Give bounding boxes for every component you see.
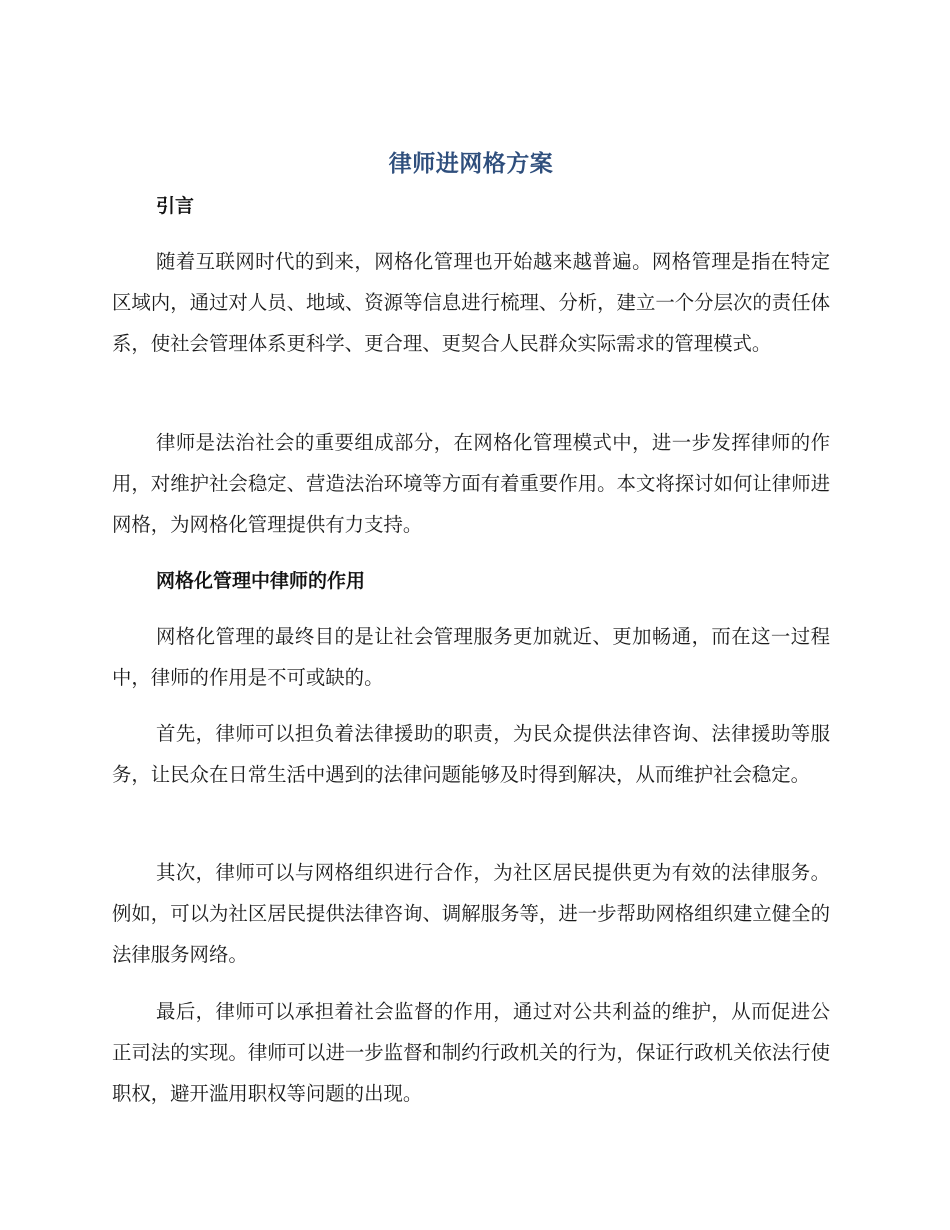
- section-heading-lawyer-role: 网格化管理中律师的作用: [156, 570, 366, 592]
- paragraph-role-4: 最后，律师可以承担着社会监督的作用，通过对公共利益的维护，从而促进公正司法的实现。律师可以进一步监督和制约行政机关的行为，保证行政机关依法行使职权，避开滥用职权等问题的出现。: [112, 1000, 830, 1105]
- document-title: 律师进网格方案: [388, 151, 554, 177]
- paragraph-role-2: 首先，律师可以担负着法律援助的职责，为民众提供法律咨询、法律援助等服务，让民众在日常生活中遇到的法律问题能够及时得到解决，从而维护社会稳定。: [112, 722, 830, 786]
- paragraph-role-3: 其次，律师可以与网格组织进行合作，为社区居民提供更为有效的法律服务。例如，可以为社区居民提供法律咨询、调解服务等，进一步帮助网格组织建立健全的法律服务网络。: [112, 861, 830, 966]
- paragraph-intro-2: 律师是法治社会的重要组成部分，在网格化管理模式中，进一步发挥律师的作用，对维护社会稳定、营造法治环境等方面有着重要作用。本文将探讨如何让律师进网格，为网格化管理提供有力支持。: [112, 431, 830, 536]
- section-heading-introduction: 引言: [156, 195, 195, 217]
- paragraph-role-1: 网格化管理的最终目的是让社会管理服务更加就近、更加畅通，而在这一过程中，律师的作用是不可或缺的。: [112, 625, 830, 689]
- paragraph-intro-1: 随着互联网时代的到来，网格化管理也开始越来越普遍。网格管理是指在特定区域内，通过对人员、地域、资源等信息进行梳理、分析，建立一个分层次的责任体系，使社会管理体系更科学、更合理、更契合人民群众实际需求的管理模式。: [112, 250, 830, 355]
